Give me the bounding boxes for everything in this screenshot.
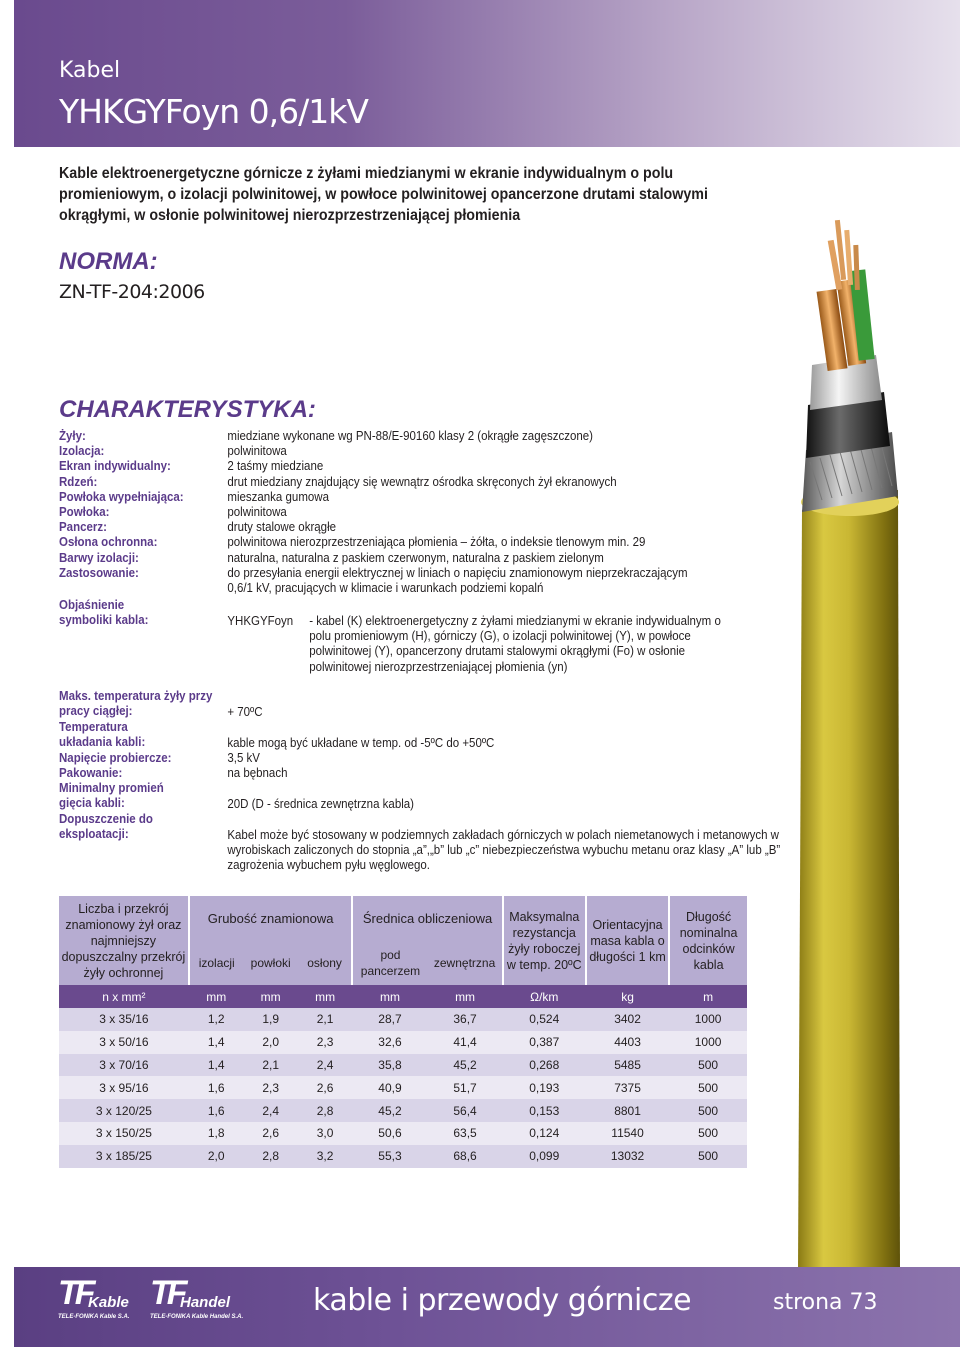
table-cell: 2,1 <box>244 1054 298 1077</box>
bend-value: 20D (D - średnica zewnętrzna kabla) <box>227 797 415 811</box>
table-cell: 50,6 <box>352 1122 427 1145</box>
spec-value: polwinitowa <box>227 505 287 519</box>
max-temp-label: Maks. temperatura żyły przy pracy ciągłej: <box>59 689 213 719</box>
table-body <box>59 1008 747 1168</box>
table-cell: 2,0 <box>244 1031 298 1054</box>
unit-cell: n x mm² <box>59 985 189 1008</box>
table-cell: 35,8 <box>352 1054 427 1077</box>
unit-cell: kg <box>586 985 669 1008</box>
table-cell: 2,4 <box>244 1099 298 1122</box>
table-cell: 4403 <box>586 1031 669 1054</box>
table-cell: 1,4 <box>189 1031 244 1054</box>
spec-value: mieszanka gumowa <box>227 489 329 504</box>
table-cell: 0,153 <box>503 1099 586 1122</box>
logo-name: Kable <box>88 1294 129 1311</box>
table-cell: 500 <box>669 1076 747 1099</box>
characteristics-heading: CHARAKTERYSTYKA: <box>59 396 316 423</box>
table-cell: 1,9 <box>244 1008 298 1031</box>
unit-cell: mm <box>352 985 427 1008</box>
table-cell: 1,8 <box>189 1122 244 1145</box>
spec-value: drut miedziany znajdujący się wewnątrz ośrodka skręconych żył ekranowych <box>227 474 617 489</box>
col-header-cores: Liczba i przekrój znamionowy żył oraz najmniejszy dopuszczalny przekrój żyły ochronnej <box>59 896 189 985</box>
table-row <box>59 1054 747 1077</box>
table-row <box>59 1145 747 1168</box>
col-header-outer-diameter: zewnętrzna <box>427 940 502 985</box>
symbol-code: YHKGYFoyn <box>227 614 294 628</box>
table-cell: 3 x 120/25 <box>59 1099 189 1122</box>
table-cell: 3 x 70/16 <box>59 1054 189 1077</box>
logo-subtitle: TELE-FONIKA Kable S.A. <box>58 1314 130 1320</box>
table-cell: 1000 <box>669 1008 747 1031</box>
table-cell: 2,4 <box>298 1054 353 1077</box>
table-cell: 2,6 <box>244 1122 298 1145</box>
table-cell: 36,7 <box>427 1008 502 1031</box>
spec-label: Powłoka wypełniająca: <box>59 489 184 504</box>
table-cell: 500 <box>669 1099 747 1122</box>
col-header-outer-sheath: osłony <box>298 940 353 985</box>
table-header-row <box>59 896 747 940</box>
col-header-mass: Orientacyjna masa kabla o długości 1 km <box>586 896 669 985</box>
spec-label: Żyły: <box>59 429 86 443</box>
symbol-description: - kabel (K) elektroenergetyczny z żyłami miedzianymi w ekranie indywidualnym o polu promieniowym (H), górniczy (G), o izolacji polwinitowej (Y), w powłoce polwinitowej (Y), opancerzony drutami stalowymi okrągłymi (Fo) w osłonie polwinitowej nierozprzestrzeniającej płomienia (yn) <box>309 614 721 674</box>
spec-label: Barwy izolacji: <box>59 550 139 565</box>
spec-value: 2 taśmy miedziane <box>227 459 324 474</box>
intro-text: Kable elektroenergetyczne górnicze z żyłami miedzianymi w ekranie indywidualnym o polu promieniowym, o izolacji polwinitowej, w powłoce polwinitowej opancerzone drutami stalowymi okrągłymi, w osłonie polwinitowej nierozprzestrzeniającej płomienia <box>59 165 708 224</box>
test-voltage-value: 3,5 kV <box>227 751 260 765</box>
table-cell: 0,268 <box>503 1054 586 1077</box>
spec-label: Rdzeń: <box>59 474 98 489</box>
spec-value: do przesyłania energii elektrycznej w liniach o napięciu znamionowym nieprzekraczającym 0,6/1 kV, pracujących w klimacie i warunkach podziemi kopalń <box>227 565 688 595</box>
col-group-diameter: Średnica obliczeniowa <box>352 896 502 940</box>
table-cell: 3 x 185/25 <box>59 1145 189 1168</box>
logo-name: Handel <box>180 1294 231 1311</box>
table-cell: 45,2 <box>352 1099 427 1122</box>
logo-tf-kable <box>58 1274 138 1326</box>
spec-value: polwinitowa nierozprzestrzeniająca płomienia – żółta, o indeksie tlenowym min. 29 <box>227 535 646 550</box>
table-cell: 2,3 <box>244 1076 298 1099</box>
spec-label: Ekran indywidualny: <box>59 459 171 474</box>
unit-cell: mm <box>244 985 298 1008</box>
table-cell: 0,124 <box>503 1122 586 1145</box>
table-cell: 68,6 <box>427 1145 502 1168</box>
table-cell: 11540 <box>586 1122 669 1145</box>
table-cell: 40,9 <box>352 1076 427 1099</box>
spec-value: miedziane wykonane wg PN-88/E-90160 klasy 2 (okrągłe zagęszczone) <box>227 429 594 443</box>
logo-mark: TF <box>150 1274 184 1312</box>
norma-code: ZN-TF-204:2006 <box>59 281 205 303</box>
table-cell: 32,6 <box>352 1031 427 1054</box>
table-cell: 51,7 <box>427 1076 502 1099</box>
table-cell: 13032 <box>586 1145 669 1168</box>
table-cell: 0,193 <box>503 1076 586 1099</box>
table-cell: 3 x 50/16 <box>59 1031 189 1054</box>
logo-subtitle: TELE-FONIKA Kable Handel S.A. <box>150 1314 244 1320</box>
table-row <box>59 1076 747 1099</box>
table-cell: 500 <box>669 1122 747 1145</box>
unit-cell: mm <box>189 985 244 1008</box>
table-cell: 0,099 <box>503 1145 586 1168</box>
table-cell: 28,7 <box>352 1008 427 1031</box>
unit-cell: mm <box>427 985 502 1008</box>
col-header-length: Długość nominalna odcinków kabla <box>669 896 747 985</box>
table-cell: 0,387 <box>503 1031 586 1054</box>
lay-temp-value: kable mogą być układane w temp. od -5ºC do +50ºC <box>227 736 495 750</box>
table-row <box>59 1099 747 1122</box>
table-cell: 8801 <box>586 1099 669 1122</box>
table-cell: 2,6 <box>298 1076 353 1099</box>
table-cell: 2,8 <box>298 1099 353 1122</box>
table-cell: 3 x 35/16 <box>59 1008 189 1031</box>
spec-label: Powłoka: <box>59 505 110 519</box>
table-cell: 2,8 <box>244 1145 298 1168</box>
col-header-sheath: powłoki <box>244 940 298 985</box>
table-cell: 3 x 95/16 <box>59 1076 189 1099</box>
packing-label: Pakowanie: <box>59 766 123 780</box>
table-cell: 1,6 <box>189 1099 244 1122</box>
col-header-insulation: izolacji <box>189 940 244 985</box>
col-group-thickness: Grubość znamionowa <box>189 896 353 940</box>
table-cell: 1,4 <box>189 1054 244 1077</box>
table-cell: 56,4 <box>427 1099 502 1122</box>
spec-value: druty stalowe okrągłe <box>227 520 337 535</box>
logo-tf-handel <box>150 1274 245 1326</box>
symbol-label: Objaśnienie symboliki kabla: <box>59 598 149 628</box>
table-cell: 2,1 <box>298 1008 353 1031</box>
table-cell: 500 <box>669 1145 747 1168</box>
unit-cell: mm <box>298 985 353 1008</box>
cable-parameters-table <box>59 896 747 1168</box>
col-header-under-armour: pod pancerzem <box>352 940 427 985</box>
table-cell: 45,2 <box>427 1054 502 1077</box>
unit-cell: m <box>669 985 747 1008</box>
max-temp-value: + 70ºC <box>227 705 263 719</box>
table-cell: 2,3 <box>298 1031 353 1054</box>
table-row <box>59 1008 747 1031</box>
cable-cross-section-illustration <box>780 200 960 1270</box>
table-cell: 2,0 <box>189 1145 244 1168</box>
page-title: YHKGYFoyn 0,6/1kV <box>59 92 368 131</box>
norma-heading: NORMA: <box>59 248 158 275</box>
lay-temp-label: Temperatura układania kabli: <box>59 720 146 750</box>
table-cell: 0,524 <box>503 1008 586 1031</box>
spec-label: Pancerz: <box>59 520 107 535</box>
table-cell: 41,4 <box>427 1031 502 1054</box>
table-cell: 55,3 <box>352 1145 427 1168</box>
table-cell: 3402 <box>586 1008 669 1031</box>
table-cell: 1,6 <box>189 1076 244 1099</box>
logo-mark: TF <box>58 1274 92 1312</box>
unit-cell: Ω/km <box>503 985 586 1008</box>
spec-label: Zastosowanie: <box>59 565 139 580</box>
table-units-row <box>59 985 747 1008</box>
table-cell: 7375 <box>586 1076 669 1099</box>
table-cell: 63,5 <box>427 1122 502 1145</box>
bend-label: Minimalny promień gięcia kabli: <box>59 781 164 811</box>
approval-label: Dopuszczenie do eksploatacji: <box>59 812 153 842</box>
page-number: strona 73 <box>773 1290 878 1315</box>
spec-label: Izolacja: <box>59 444 105 459</box>
table-row <box>59 1031 747 1054</box>
spec-value: polwinitowa <box>227 444 287 459</box>
table-cell: 3 x 150/25 <box>59 1122 189 1145</box>
test-voltage-label: Napięcie probiercze: <box>59 751 172 765</box>
table-cell: 5485 <box>586 1054 669 1077</box>
packing-value: na bębnach <box>227 766 288 780</box>
table-cell: 3,2 <box>298 1145 353 1168</box>
table-cell: 1000 <box>669 1031 747 1054</box>
table-cell: 3,0 <box>298 1122 353 1145</box>
footer-title: kable i przewody górnicze <box>313 1283 692 1318</box>
spec-value: naturalna, naturalna z paskiem czerwonym, naturalna z paskiem zielonym <box>227 550 604 565</box>
spec-label: Osłona ochronna: <box>59 535 158 550</box>
table-cell: 1,2 <box>189 1008 244 1031</box>
table-row <box>59 1122 747 1145</box>
table-cell: 500 <box>669 1054 747 1077</box>
col-header-resistance: Maksymalna rezystancja żyły roboczej w temp. 20ºC <box>503 896 586 985</box>
approval-value: Kabel może być stosowany w podziemnych zakładach górniczych w polach niemetanowych i metanowych w wyrobiskach zaliczonych do stopnia „a”,„b” lub „c” niebezpieczeństwa wybuchu metanu oraz klasy „A” lub „B” zagrożenia wybuchem pyłu węglowego. <box>227 828 781 873</box>
header-kicker: Kabel <box>59 58 121 83</box>
